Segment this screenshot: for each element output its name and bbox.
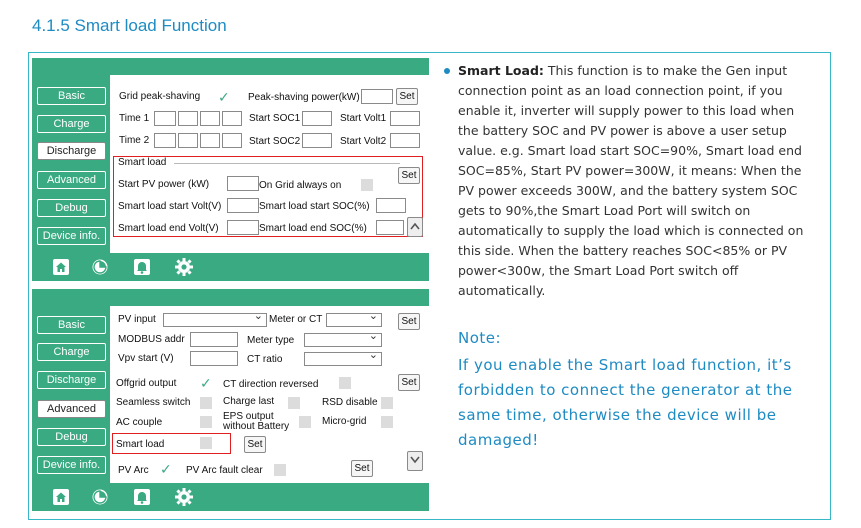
pie-chart-icon[interactable] [92, 259, 108, 275]
ct-ratio-label: CT ratio [247, 354, 283, 365]
pv-input-label: PV input [118, 314, 156, 325]
ct-direction-reversed-checkbox[interactable] [339, 377, 351, 389]
smart-load-group-title: Smart load [118, 157, 167, 168]
home-icon[interactable] [53, 489, 69, 505]
smart-load-term: Smart Load: [458, 63, 544, 78]
advanced-panel-screenshot [32, 289, 429, 511]
eps-output-label [223, 412, 289, 432]
advanced-settings [110, 306, 429, 485]
smart-load-end-volt-input[interactable] [227, 220, 259, 235]
smart-load-text: This function is to make the Gen input connection point as an load connection point, if you enable it, inverter will supply power to this load when the battery SOC and PV power is above a user setup value. e.g. Smart load start SOC=90%, Smart load end SOC=85%, Start PV power=300W, it means: When the PV power exceeds 300W, and the battery system SOC gets to 90%,the Smart Load Port will switch on automatically to supply the load which is connected on this side. When the battery reaches SOC<85% or PV power<300w, the Smart Load Port switch off automatically. [458, 63, 804, 298]
bullet-dot [444, 68, 450, 74]
eps-output-line1: EPS output [223, 411, 274, 422]
seamless-switch-label: Seamless switch [116, 397, 191, 408]
panel-bottom-bar [32, 483, 429, 511]
menu-charge[interactable]: Charge [37, 115, 106, 133]
group-divider [174, 163, 400, 164]
grid-peak-shaving-label: Grid peak-shaving [119, 91, 201, 102]
ac-couple-label: AC couple [116, 417, 163, 428]
start-soc2-input[interactable] [302, 133, 332, 148]
time1-label: Time 1 [119, 113, 150, 124]
start-soc1-label: Start SOC1 [249, 113, 301, 124]
discharge-panel-screenshot [32, 58, 429, 281]
menu-advanced[interactable]: Advanced [37, 400, 106, 418]
menu-device-info[interactable]: Device info. [37, 227, 106, 245]
menu-debug[interactable]: Debug [37, 428, 106, 446]
menu-charge[interactable]: Charge [37, 343, 106, 361]
peak-shaving-power-label: Peak-shaving power(kW) [248, 92, 360, 103]
menu-debug[interactable]: Debug [37, 199, 106, 217]
time1-start-minute[interactable] [178, 111, 198, 126]
scroll-down-button[interactable] [407, 451, 423, 471]
gear-icon[interactable] [173, 256, 195, 278]
time1-end-hour[interactable] [200, 111, 220, 126]
on-grid-always-on-label: On Grid always on [259, 180, 342, 191]
pv-arc-fault-clear-label: PV Arc fault clear [186, 465, 263, 476]
pv-input-select[interactable] [163, 313, 267, 327]
eps-output-checkbox[interactable] [299, 416, 311, 428]
advanced-set-button-mid[interactable]: Set [398, 374, 420, 391]
smart-load-checkbox[interactable] [200, 437, 212, 449]
panel-top-bar [32, 289, 429, 306]
ct-ratio-select[interactable] [304, 352, 382, 366]
time1-end-minute[interactable] [222, 111, 242, 126]
eps-output-line2: without Battery [223, 421, 290, 432]
vpv-start-input[interactable] [190, 351, 238, 366]
meter-or-ct-label: Meter or CT [269, 314, 323, 325]
smart-load-start-soc-input[interactable] [376, 198, 406, 213]
pv-arc-checkbox[interactable]: ✓ [160, 462, 172, 478]
time2-label: Time 2 [119, 135, 150, 146]
start-volt2-label: Start Volt2 [340, 136, 387, 147]
meter-or-ct-select[interactable] [326, 313, 382, 327]
panel-bottom-bar [32, 253, 429, 281]
chevron-down-icon [410, 456, 420, 464]
modbus-addr-label: MODBUS addr [118, 334, 185, 345]
panel-top-bar [32, 58, 429, 75]
smart-load-end-volt-label: Smart load end Volt(V) [118, 223, 219, 234]
start-soc2-label: Start SOC2 [249, 136, 301, 147]
time1-start-hour[interactable] [154, 111, 176, 126]
meter-type-label: Meter type [247, 335, 295, 346]
note-title: Note: [458, 329, 502, 347]
home-icon[interactable] [53, 259, 69, 275]
offgrid-output-checkbox[interactable]: ✓ [200, 376, 212, 392]
smart-load-start-volt-label: Smart load start Volt(V) [118, 201, 222, 212]
start-volt1-input[interactable] [390, 111, 420, 126]
description-column [442, 61, 812, 453]
rsd-disable-checkbox[interactable] [381, 397, 393, 409]
modbus-addr-input[interactable] [190, 332, 238, 347]
ac-couple-checkbox[interactable] [200, 416, 212, 428]
sidebar-menu [32, 306, 110, 485]
smart-load-start-soc-label: Smart load start SOC(%) [259, 201, 370, 212]
rsd-disable-label: RSD disable [322, 397, 378, 408]
start-pv-power-input[interactable] [227, 176, 259, 191]
peak-shaving-set-button[interactable]: Set [396, 88, 418, 105]
grid-peak-shaving-checkbox[interactable]: ✓ [218, 90, 230, 106]
advanced-set-button-top[interactable]: Set [398, 313, 420, 330]
ct-direction-reversed-label: CT direction reversed [223, 379, 319, 390]
start-volt2-input[interactable] [390, 133, 420, 148]
time2-end-minute[interactable] [222, 133, 242, 148]
menu-discharge[interactable]: Discharge [37, 142, 106, 160]
pie-chart-icon[interactable] [92, 489, 108, 505]
menu-basic[interactable]: Basic [37, 316, 106, 334]
section-title: 4.1.5 Smart load Function [32, 16, 227, 35]
menu-device-info[interactable]: Device info. [37, 456, 106, 474]
time2-start-hour[interactable] [154, 133, 176, 148]
bell-icon[interactable] [134, 259, 150, 275]
gear-icon[interactable] [173, 486, 195, 508]
chevron-up-icon [410, 222, 420, 230]
bell-icon[interactable] [134, 489, 150, 505]
smart-load-description [442, 61, 812, 301]
note-body: If you enable the Smart load function, it’s forbidden to connect the generator at the same time, otherwise the device will be damaged! [458, 356, 793, 449]
smart-load-end-soc-input[interactable] [376, 220, 404, 235]
seamless-switch-checkbox[interactable] [200, 397, 212, 409]
meter-type-select[interactable] [304, 333, 382, 347]
sidebar-menu [32, 75, 110, 253]
smart-load-end-soc-label: Smart load end SOC(%) [259, 223, 367, 234]
scroll-up-button[interactable] [407, 217, 423, 237]
menu-advanced[interactable]: Advanced [37, 171, 106, 189]
on-grid-always-on-checkbox[interactable] [361, 179, 373, 191]
start-soc1-input[interactable] [302, 111, 332, 126]
micro-grid-label: Micro-grid [322, 416, 367, 427]
smart-load-label: Smart load [116, 439, 165, 450]
charge-last-label: Charge last [223, 396, 275, 407]
menu-basic[interactable]: Basic [37, 87, 106, 105]
smart-load-set-button[interactable]: Set [398, 167, 420, 184]
time2-end-hour[interactable] [200, 133, 220, 148]
start-volt1-label: Start Volt1 [340, 113, 387, 124]
micro-grid-checkbox[interactable] [381, 416, 393, 428]
smart-load-start-volt-input[interactable] [227, 198, 259, 213]
pv-arc-label: PV Arc [118, 465, 149, 476]
menu-discharge[interactable]: Discharge [37, 371, 106, 389]
smart-load-set-button[interactable]: Set [244, 436, 266, 453]
discharge-settings [110, 75, 429, 253]
charge-last-checkbox[interactable] [288, 397, 300, 409]
vpv-start-label: Vpv start (V) [118, 353, 174, 364]
pv-arc-set-button[interactable]: Set [351, 460, 373, 477]
start-pv-power-label: Start PV power (kW) [118, 179, 210, 190]
pv-arc-fault-clear-checkbox[interactable] [274, 464, 286, 476]
offgrid-output-label: Offgrid output [116, 378, 177, 389]
peak-shaving-power-input[interactable] [361, 89, 393, 104]
time2-start-minute[interactable] [178, 133, 198, 148]
